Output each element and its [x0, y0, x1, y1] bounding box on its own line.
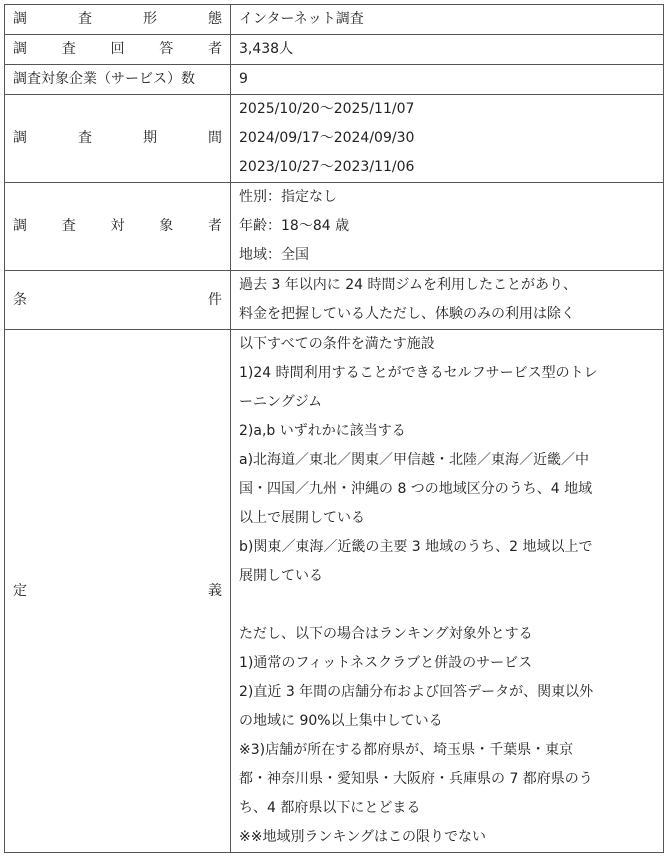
label-char: 形	[143, 11, 157, 27]
definition-line: 国・四国／九州・沖縄の 8 つの地域区分のうち、4 地域	[239, 481, 593, 497]
label-char: 者	[208, 41, 222, 57]
table-row	[5, 330, 664, 853]
target-line: 地域：全国	[239, 247, 309, 263]
definition-blank-line	[239, 591, 657, 620]
definition-line: ち、4 都府県以下にとどまる	[239, 800, 421, 816]
label-char: 態	[208, 11, 222, 27]
condition-line: 過去 3 年以内に 24 時間ジムを利用したことがあり、	[239, 277, 577, 293]
label-char: 者	[208, 218, 222, 234]
period-line: 2023/10/27～2023/11/06	[239, 159, 415, 175]
period-line: 2025/10/20～2025/11/07	[239, 101, 415, 117]
target-line: 年齢：18～84 歳	[239, 218, 350, 234]
survey-overview-table	[4, 4, 664, 853]
format-value	[231, 5, 664, 35]
value-text: インターネット調査	[239, 11, 364, 27]
label-char: 象	[159, 218, 174, 234]
table-row	[5, 65, 664, 95]
format-label	[5, 5, 231, 35]
definition-line: ※3)店舗が所在する都府県が、埼玉県・千葉県・東京	[239, 742, 574, 758]
table-row	[5, 95, 664, 183]
period-label	[5, 95, 231, 183]
value-text: 3,438人	[239, 41, 294, 57]
definition-value	[231, 330, 664, 853]
definition-line: 1)通常のフィットネスクラブと併設のサービス	[239, 655, 533, 671]
label-char: 定	[13, 582, 27, 599]
companies-value	[231, 65, 664, 95]
label-char: 調	[13, 218, 27, 234]
label-char: 期	[143, 130, 157, 146]
label-char: 間	[208, 130, 222, 146]
label-char: 件	[208, 291, 222, 308]
label-char: 対	[110, 218, 125, 234]
table-row	[5, 35, 664, 65]
definition-line: 2)直近 3 年間の店舗分布および回答データが、関東以外	[239, 684, 594, 700]
period-value	[231, 95, 664, 183]
label-char: 査	[78, 11, 92, 27]
value-text: 9	[239, 71, 248, 87]
definition-line: 以上で展開している	[239, 510, 365, 526]
label-text: 調査対象企業（サービス）数	[13, 71, 195, 87]
definition-line: の地域に 90%以上集中している	[239, 713, 443, 729]
definition-line: ※※地域別ランキングはこの限りでない	[239, 829, 487, 845]
definition-line: b)関東／東海／近畿の主要 3 地域のうち、2 地域以上で	[239, 539, 593, 555]
label-char: 回	[110, 41, 125, 57]
label-char: 査	[78, 130, 92, 146]
label-char: 査	[61, 218, 76, 234]
definition-line: 1)24 時間利用することができるセルフサービス型のトレ	[239, 365, 598, 381]
table-row	[5, 5, 664, 35]
condition-value	[231, 271, 664, 330]
condition-label	[5, 271, 231, 330]
label-char: 調	[13, 130, 27, 146]
table-row	[5, 183, 664, 271]
definition-line: ーニングジム	[239, 394, 323, 410]
label-char: 調	[13, 11, 27, 27]
label-char: 答	[159, 41, 174, 57]
definition-label	[5, 330, 231, 853]
definition-line: 2)a,b いずれかに該当する	[239, 423, 406, 439]
definition-line: 展開している	[239, 568, 323, 584]
definition-line: a)北海道／東北／関東／甲信越・北陸／東海／近畿／中	[239, 452, 590, 468]
period-line: 2024/09/17～2024/09/30	[239, 130, 415, 146]
respondents-label	[5, 35, 231, 65]
respondents-value	[231, 35, 664, 65]
label-char: 査	[61, 41, 76, 57]
label-char: 条	[13, 291, 27, 308]
target-value	[231, 183, 664, 271]
condition-line: 料金を把握している人ただし、体験のみの利用は除く	[239, 306, 575, 322]
label-char: 調	[13, 41, 27, 57]
definition-line: 以下すべての条件を満たす施設	[239, 336, 435, 352]
table-row	[5, 271, 664, 330]
label-char: 義	[208, 582, 222, 599]
definition-line: 都・神奈川県・愛知県・大阪府・兵庫県の 7 都府県のう	[239, 771, 593, 787]
target-line: 性別：指定なし	[239, 189, 337, 205]
target-label	[5, 183, 231, 271]
companies-label	[5, 65, 231, 95]
definition-line: ただし、以下の場合はランキング対象外とする	[239, 626, 533, 642]
